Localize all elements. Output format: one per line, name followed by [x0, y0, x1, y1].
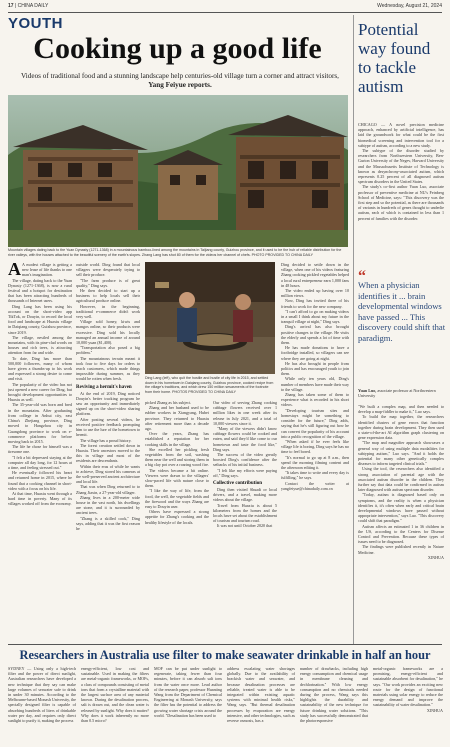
sidebar-body-continued: "We built a complex map, and then needed to develop a map-fiddler to make it," Luo says. To build the map together, the researchers identified clusters of gene errors that function together during brain development. They then used a state-of-the-art AI algorithm graph clustering on gene expression data. "The map and magnifier approach showcases a general way of using multiple data modalities for subtyping autism," Luo says. "And it holds the potential for many other genetically complex diseases to inform targeted clinical trials." Using the tool, the researchers also identified a strong association of parental age with the associated autism disorder in the children. They further say that data could be confirmed in autism later diagnosed with autism spectrum disorder. "Today, autism is diagnosed based only on symptoms, and the reality is when a physician identifies it, it's often when early and critical brain developmental windows have passed without appropriate intervention," says Luo. "This discovery could shift that paradigm." Autism affects an estimated 1 in 36 children in the US, according to the Centers for Disease Control and Prevention. Because these types of issues need to be diagnosed. The findings were published recently in Nature Medicine. XINHUA	[358, 404, 444, 560]
page-date	[377, 3, 442, 9]
bottom-headline: Researchers in Australia use filter to make seawater drinkable in half an hour	[19, 648, 431, 662]
date-text: Wednesday, August 21, 2024	[377, 3, 442, 9]
bottom-column-3: MOF can be put under sunlight to regenerate, taking fewer than four minutes, before it can absorb salt ions from the water once more. Lead author of the research paper, professor Huanting Wang from the Department of Chemical Engineering at Monash University, says the filter has the potential to address the growing water shortage crisis around the world. "Desalination has been used to	[154, 666, 222, 718]
quote-attribution	[358, 388, 446, 398]
story-column-2: outside world. Ding found that local villagers were desperately trying to sell their produce. "The farm produce is of great quality," Ding says. He then decided to start up a business to help locals sell their agricultural produce online. However, in the beginning, traditional e-commerce didn't work very well. Village sold honey, kiwis and mangos online, so their products were excessive. Ding sold his locally managed an annual income of around 10,000 yuan ($1,400). "Transportation also posed a big problem." The mountainous terrain meant it took four to five days for orders to reach customers, which made things impossible during summer, as they would be rotten when fresh. Reviving a hermit's haven At the end of 2019, Ding noticed Douyin's better tracking program he saw an opportunity and immediately signed up on the short-video sharing platform. After posting several videos, he received positive feedback prompting him to use the lure of the hometown to hermit. The village has a proud history. The forest creation settled down in Huaxiu. Their ancestors moved to the this in village and most of the residents are descendants. Within their eras of while he wants to achieve, Ding stored his cameras at the well-preserved ancient architecture and local life. That was when Ding returned to to Zhang Jiaxin, a 27-year-old villager. Zhang lives in a 200-meter wide house in the vast north, his dwellings are stone, and it is surrounded by ancient trees. "Zhang is a skilled cook," Ding says, adding that it was the first reason he	[76, 262, 140, 531]
drop-cap: A	[8, 262, 21, 279]
header-rule	[8, 12, 442, 13]
deck-text: Videos of traditional food and a stunning landscape help centuries-old village turn a corner and attract visitors,	[21, 72, 339, 80]
paper-name: 17 | CHINA DAILY	[8, 3, 49, 9]
pull-quote: When a physician identifies it ... brain developmental windows have passed ... This discovery could shift that paradigm.	[358, 280, 446, 343]
section-title: YOUTH	[8, 15, 63, 32]
bottom-column-4: address escalating water shortages globally. Due to the availability of brackish water and seawater, and because desalination processes are reliable, treated water is able to be integrated within existing aquatic systems with minimal health risks," Wang says. "But thermal desalination processes by evaporation are energy intensive, and other technologies, such as reverse osmosis, has a	[227, 666, 295, 724]
story-column-4: Our video of serving Zhang cooking cabbage flowers received over 1 million likes in one week after its release in July 2021, and a total of 10,000 viewers since it. "Many of the viewers didn't know cabbage flowers could be cooked and eaten, and said they'd like come to our hometown and taste the food like," Ding says. The success of the video greatly boosted Ding's confidence after the setbacks of his initial business. "I felt like my efforts were paying off," Ding says. Collective contribution Ding then visited Shuadi or local drivers, and a travel, making more videos about the village. Travel from Huaxiu is about 5 kilometers from the homes and the locals have set about the establishment of tourism and tourism road. It was not until October 2020 that	[213, 400, 277, 529]
column-divider	[353, 15, 354, 645]
quote-mark-icon: “	[358, 268, 366, 285]
cooking-image	[145, 262, 275, 374]
story-deck	[20, 72, 340, 90]
bottom-credit: XINHUA	[426, 707, 443, 713]
bottom-column-1: SYDNEY — Using only a high-tech filter and the power of direct sunlight, Australian researchers have developed a new technique that they say can make large volumes of seawater safe to drink in under 30 minutes. According to the Melbourne-based Monash University, the specially designed filter is capable of absorbing hundreds of liters of drinkable water per day, and requires only direct sunlight to purify it, making the process	[8, 666, 76, 724]
village-houses-photo	[8, 95, 348, 247]
subhead-reviving: Reviving a hermit's haven	[76, 384, 132, 390]
paper-title: CHINA DAILY	[17, 3, 49, 9]
subhead-collective: Collective contribution	[213, 481, 263, 487]
sidebar-body: CHICAGO — A novel precision medicine approach, enhanced by artificial intelligence, has laid the groundwork for what could be the first biomedical screening and intervention tool for a subtype of autism, according to a new study. The subtype of the disorder studied by researchers from Northwestern University, Ben-Gurion University of the Negev, Harvard University and the Massachusetts Institute of Technology is known as desynchrony-associated autism, which represents 0.25 percent of all diagnosed autism spectrum disorders in the United States. The study's co-first author Yuan Luo, associate professor of preventive medicine at NU's Feinberg School of Medicine, says: "This discovery was the first step and so the potential, as there are thousands of variants in hundreds of genes thought to underlie autism, each of which is contained in less than 1 percent of families with the disorder.	[358, 122, 444, 221]
main-headline: Cooking up a good life	[33, 32, 322, 65]
bottom-rule	[8, 644, 442, 645]
story-column-5: Ding decided to settle down in the village, when one of his videos featuring Zhang cooking pickled vegetables helped a local rural entrepreneur earn 1,000 fans in 48 hours. The video ended up having over 10 million views. Now, Ding has invited three of his friends to work for the new company. "I can't afford to go on making videos in a small I think about my future in the tranquil village at night," Ding says. Ding's arrival has also brought positive changes to the village. He visits the elderly and spends a lot of time with them. He has made donations to have a footbridge installed, so villagers can see where they are going at night. He has also brought in people from politics and has encouraged youth to join them. While only ten years old, Ding's number of members have made their way to the village. Zhang has taken some of them to experience what is recorded in his short videos. "Developing tourism sites and homestays might be something to consider for the future," Ding adds, saying that he's still figuring out how he can convert the popularity of his account into a public recognition of the village. "When asked if he ever feels like village life is boring, Ding says he has no time to feel bored. "It's normal to go up at 8 a.m., then spend the morning filming content and the afternoon editing it. "It takes time to write and every day is fulfilling," he says. Contact the writer at yangfeiyue@chinadaily.com.cn	[281, 262, 349, 491]
photo1-caption: Mountain villages dating back to the Yuan Dynasty (1271-1368) in a mountainous bamboo-lined among the mountains in Taijiang county, Guizhou province, and it used to be the hub of reliable distribution for the river valleys, with the houses attached to the beautiful scenery of the earth's slopes. Zhang Lang has shot 80 of them for the videos her channel of chefs. PHOTO PROVIDED TO CHINA DAILY	[8, 248, 342, 257]
quote-attr-name: Yuan Luo,	[358, 388, 377, 393]
photo2-caption: Ding Lang (left), who quit the hostile and hustle of city life in 2015, and settled down in his hometown in Daiqiang county, Guizhou province, cooked recipe from the village's traditions, and which drew 150 million sesasments of the footnote from their home. PHOTOS PROVIDED TO CHINA DAILY	[145, 376, 274, 394]
page-number: 17	[8, 3, 14, 9]
village-houses-image	[8, 95, 348, 247]
story-column-1: A A modest village is getting a new lease of life thanks to one man's imagination. The village, dating back to the Yuan Dynasty (1271-1368), is now a rural festival and a hotspot for destination that has been attracting hundreds of thousands of Internet users. Ding Lang has been using his account on the short-video app TikTok, or Douyin, to record the local food and landscape at Huaxiu village in Daiqiang county, Guizhou province, since 2019. The village, nestled among the mountains, with its pine-clad words on houses and rich trees, is attracting attention from far and wide. To date, Ding has more than 500,000 followers, many of whom have given a thumbs-up to his work and expressed a strong desire to come and visit. The popularity of the video has not just opened a new career for Ding, but brought development opportunities to Huaxiu as well. The 35-year-old was born and bred in the mountains. After graduating from college in Anhui city, east China's Zhejiang province, Ding moved to Hangzhou city in Guangdong province to work on e-commerce platforms for before moving back in 2015. The life he chose for himself was a tiresome one. "I felt a bit depressed staying at the computer all day long, for 12 hours at a time, and feeling stressed out." He eventually followed his heart and returned home in 2015, where he found that a cooking channel in short-video with a focus on his life. At that time, Huaxiu went through a hard time in poverty. Many of its villages worked off from the economy.	[8, 262, 72, 507]
story-column-3: picked Zhang as his subject. Zhang and her husband used to be rubber workers in Xiangyang, Hubei province. They returned to Huaxiu after retirement more than a decade ago. Over the years, Zhang has established a reputation for her cooking skills in the village. She excelled her pickling fresh vegetables from the soil, washing them near the well and storing them in a big clay pot over a roaring wood fire. The videos became a hit online. Viewers were drawn to the villagers' slow-paced life with nature close to them. "I like the way of life, from the food, the well, the vegetable fields and the firewood and the ways Zhang are easy to Douyin user. Others have expressed a strong appetite for Zhang's cooking and the healthy lifestyle of the locals.	[145, 400, 209, 525]
deck-byline: Yang Feiyue reports.	[148, 81, 212, 89]
cooking-photo	[145, 262, 275, 374]
page-header	[0, 0, 450, 12]
sidebar-headline: Potential way found to tackle autism	[358, 20, 431, 96]
bottom-column-5: number of drawbacks, including high energy consumption and chemical usage in membrane cleaning and dechlorination." With low energy consumption and no chemicals needed during the process, Wang says this highlights the durability and sustainability of the new technique for future drinking water solutions. "This study has successfully demonstrated that the photoresponsive	[300, 666, 368, 724]
quote-attr-role: associate professor at Northwestern University	[358, 388, 436, 398]
bottom-column-2: energy-efficient, low cost and sustainable. Used in making the filters are metal-organic frameworks, or MOFs, a class of compounds consisting of metal ions that form a crystalline material with the largest surface area of any material known. During the desalination process, salt is drawn out, and the clean water is released by sunlight. Why does it matter? Why does it work inherently no more than 0.5 micro?	[81, 666, 149, 724]
bottom-column-6: metal-organic frameworks are a promising, energy-efficient and sustainable absorbent for desalination," he says. "Our work provides an exciting new route for the design of functional materials using solar energy to reduce the energy demand and improve the sustainability of water desalination." XINHUA	[373, 666, 443, 713]
